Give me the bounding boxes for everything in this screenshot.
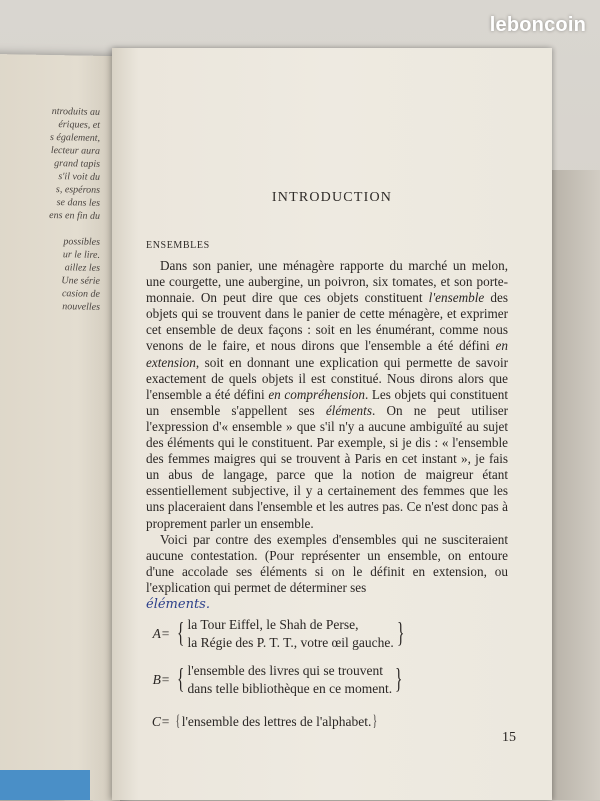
set-line: dans telle bibliothèque en ce moment. xyxy=(187,681,393,696)
left-page-line: s également, xyxy=(50,132,100,144)
set-content xyxy=(182,713,372,731)
text-segment: des objets qui se trouvent dans le panier de cette ménagère, et exprimer cet ensemble de deux façons : soit en les énumérant, comme nous venons de le faire, et nous dirons que l'ensemble a été défini xyxy=(146,290,508,354)
left-page-line: casion de xyxy=(61,288,100,300)
set-examples xyxy=(140,616,520,746)
section-heading: ENSEMBLES xyxy=(146,240,210,251)
emphasis-term: en extension xyxy=(146,338,508,370)
blue-cover-edge xyxy=(0,770,90,800)
left-page-line: aillez les xyxy=(64,262,100,274)
text-segment: Dans son panier, une ménagère rapporte du marché un melon, une courgette, une aubergine, un poivron, six tomates, et son porte-monnaie. On peut dire que ces objets constituent xyxy=(146,258,508,306)
left-page-line: ens en fin du xyxy=(49,209,100,222)
set-line: l'ensemble des livres qui se trouvent xyxy=(187,663,383,678)
body-text xyxy=(146,258,508,613)
left-page-line: ur le lire. xyxy=(62,249,100,261)
set-letter: C= xyxy=(151,714,170,729)
left-page xyxy=(0,54,120,801)
left-page-line: Une série xyxy=(61,275,100,287)
chapter-title: INTRODUCTION xyxy=(271,190,393,205)
left-brace: { xyxy=(177,618,185,649)
right-brace: } xyxy=(395,664,403,695)
left-page-line: nouvelles xyxy=(62,301,100,313)
left-page-line: s'il voit du xyxy=(58,171,100,183)
left-page-line: ériques, et xyxy=(58,119,100,131)
left-page-line: ntroduits au xyxy=(51,106,100,118)
left-brace: { xyxy=(175,713,180,730)
left-page-text xyxy=(0,104,100,314)
set-definition-c xyxy=(140,708,520,736)
paragraph-2-text: Voici par contre des exemples d'ensembles qui ne susciteraient aucune contestation. (Pour représenter un ensemble, on entoure d'une accolade ses éléments si on le définit en extension, ou l'explication qui permet de déterminer ses xyxy=(146,531,508,595)
set-line: la Régie des P. T. T., votre œil gauche. xyxy=(187,635,394,650)
set-line: l'ensemble des lettres de l'alphabet. xyxy=(181,714,372,729)
set-letter: B= xyxy=(152,672,170,687)
set-content xyxy=(187,616,393,652)
right-page xyxy=(112,48,552,800)
text-segment: . On ne peut utiliser l'expression d'« ensemble » que s'il n'y a aucune ambiguïté au sujet des éléments qui le constituent. Par exemple, si je dis : « l'ensemble des femmes maigres qui se trouvent à Paris en cet instant », je fais un abus de langage, parce que la notion de maigreur étant essentiellement subjective, il y a certainement des femmes que les uns placeraient dans l'ensemble et les autres pas. Ce n'est donc pas à proprement parler un ensemble. xyxy=(146,402,508,531)
left-page-line: s, espérons xyxy=(55,184,100,196)
page-number: 15 xyxy=(502,730,516,745)
right-brace: } xyxy=(373,713,378,730)
paragraph-2 xyxy=(146,532,508,613)
emphasis-term: éléments xyxy=(325,402,372,418)
right-brace: } xyxy=(396,618,405,649)
paragraph-1 xyxy=(146,258,508,532)
left-page-line: grand tapis xyxy=(54,158,100,170)
left-brace: { xyxy=(177,664,185,695)
handwritten-note: éléments. xyxy=(146,596,210,612)
left-page-line: se dans les xyxy=(56,197,100,209)
set-line: la Tour Eiffel, le Shah de Perse, xyxy=(187,617,359,632)
text-segment: , soit en donnant une explication qui permette de savoir exactement de quels objets il est constitué. Nous dirons alors que l'ensemble a été défini xyxy=(146,354,508,402)
set-content xyxy=(187,662,392,698)
left-page-line: possibles xyxy=(63,236,100,248)
leboncoin-watermark: leboncoin xyxy=(489,14,586,36)
set-definition-b xyxy=(140,662,520,698)
left-page-line: lecteur aura xyxy=(50,145,100,157)
background-book-edge xyxy=(552,170,600,800)
emphasis-term: l'ensemble xyxy=(428,290,485,306)
set-letter: A= xyxy=(152,626,170,641)
text-segment: . Les objets qui constituent un ensemble s'appellent ses xyxy=(146,386,508,418)
set-definition-a xyxy=(140,616,520,652)
emphasis-term: en compréhension xyxy=(268,386,365,402)
